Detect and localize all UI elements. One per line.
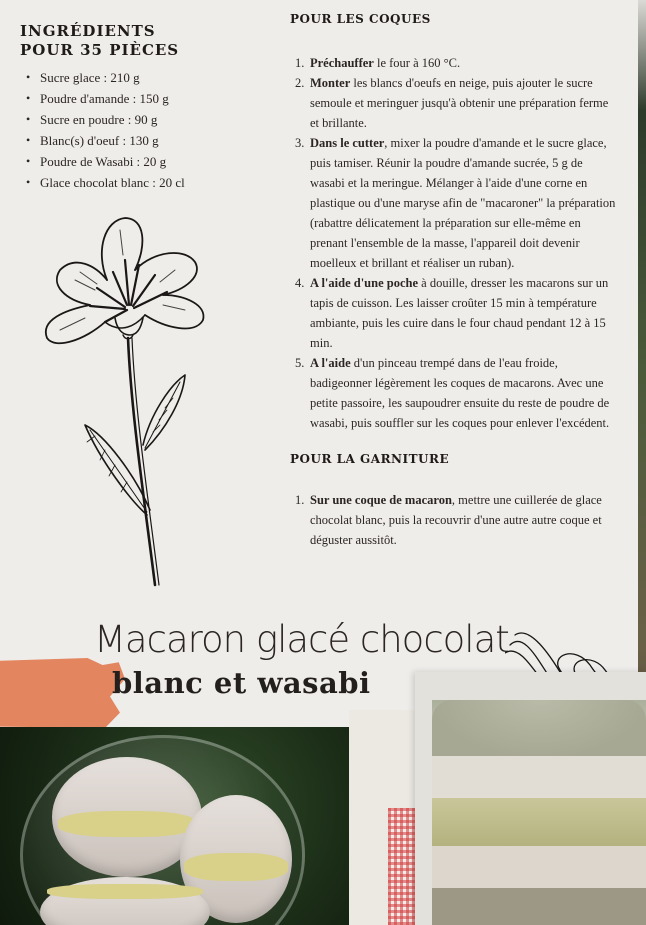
garniture-title: POUR LA GARNITURE [290, 452, 450, 466]
coques-title: POUR LES COQUES [290, 12, 431, 26]
ingredient-item: • Sucre glace : 210 g [20, 67, 270, 88]
ingredient-item: • Glace chocolat blanc : 20 cl [20, 172, 270, 193]
recipe-title-line1: Macaron glacé chocolat [94, 618, 509, 661]
ingredients-list [20, 67, 270, 193]
instructions-column [290, 12, 620, 550]
ingredient-item: • Poudre d'amande : 150 g [20, 88, 270, 109]
ingredients-title: INGRÉDIENTS POUR 35 PIÈCES [20, 22, 180, 59]
torn-orange-paper [0, 658, 125, 728]
coques-steps-list [290, 53, 620, 433]
ingredients-section [20, 22, 270, 193]
coques-step: 3. Dans le cutter, mixer la poudre d'amande et le sucre glace, puis tamiser. Réunir la poudre d'amande sucrée, 5 g de wasabi et la meringue. Mélanger à l'aide d'une corne en plastique ou d'une maryse afin de "macaroner" la préparation (rabattre délicatement la préparation sur elle-même en prenant l'ensemble de la masse, l'appareil doit devenir moelleux et brillant et réaliser un ruban). [295, 136, 616, 270]
macaron-photo-left [0, 727, 349, 925]
coques-step: 2. Monter les blancs d'oeufs en neige, puis ajouter le sucre semoule et meringuer jusqu'à obtenir une préparation ferme et brillante. [295, 76, 609, 130]
coques-step: 5. A l'aide d'un pinceau trempé dans de l'eau froide, badigeonner légèrement les coques de macarons. Avec une petite passoire, les saupoudrer ensuite du reste de poudre de wasabi, puis souffler sur les coques pour enlever l'excédent. [295, 356, 610, 430]
ingredient-item: • Poudre de Wasabi : 20 g [20, 151, 270, 172]
flower-illustration-icon [35, 210, 215, 595]
coques-step: 4. A l'aide d'une poche à douille, dresser les macarons sur un tapis de cuisson. Les laisser croûter 15 min à température ambiante, puis les cuire dans le four chaud pendant 12 à 15 min. [295, 276, 609, 350]
garniture-step: 1. Sur une coque de macaron, mettre une cuillerée de glace chocolat blanc, puis la recouvrir d'une autre autre coque et déguster aussitôt. [295, 493, 602, 547]
macaron-closeup-photo [415, 672, 646, 925]
garniture-steps-list [290, 490, 620, 550]
ingredient-item: • Blanc(s) d'oeuf : 130 g [20, 130, 270, 151]
coques-step: 1. Préchauffer le four à 160 °C. [295, 56, 461, 70]
ingredient-item: • Sucre en poudre : 90 g [20, 109, 270, 130]
recipe-title-line2: blanc et wasabi [112, 666, 371, 700]
